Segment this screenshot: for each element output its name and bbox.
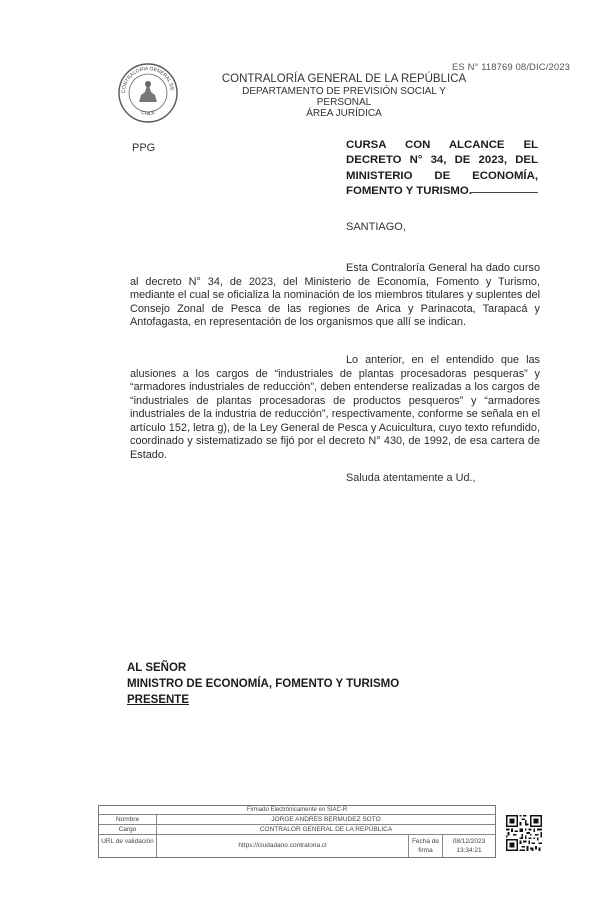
qr-code-icon — [506, 815, 542, 851]
body-paragraph-1: Esta Contraloría General ha dado curso al decreto N° 34, de 2023, del Ministerio de Economía, Fomento y Turismo, mediante el cual se oficializa la nominación de los miembros titulares y suplentes del Consejo Zonal de Pesca de las regiones de Arica y Parinacota, Tarapacá y Antofagasta, en representación de los organismos que allí se indican. — [130, 262, 540, 329]
seal-ring-text: CONTRALORIA GENERAL DE — [120, 65, 175, 94]
letterhead — [214, 73, 474, 119]
subject-underline — [470, 192, 538, 193]
body-paragraph-2: Lo anterior, en el entendido que las alusiones a los cargos de “industriales de plantas procesadoras pesqueras” y “armadores industriales de reducción”, deben entenderse realizadas a los cargos de “industriales de plantas procesadoras de productos pesqueros” y “armadores industriales de la industria de reducción”, respectivamente, conforme se señala en el artículo 152, letra g), de la Ley General de Pesca y Acuicultura, cuyo texto refundido, coordinado y sistematizado se fijó por el decreto N° 430, de 1992, de esa cartera de Estado. — [130, 354, 540, 461]
signature-date-label: Fecha de firma — [409, 835, 443, 857]
validation-url-link[interactable]: https://ciudadano.contraloria.cl — [157, 835, 409, 857]
subject-heading: CURSA CON ALCANCE EL DECRETO N° 34, DE 2023, DEL MINISTERIO DE ECONOMÍA, FOMENTO Y TURISMO. — [346, 139, 538, 198]
department-name: DEPARTAMENTO DE PREVISIÓN SOCIAL Y PERSONAL — [242, 85, 446, 109]
seal-bottom-text: CHILE — [140, 109, 156, 118]
electronic-signature-box — [98, 805, 496, 858]
signature-date-value: 08/12/2023 13:34:21 — [452, 838, 486, 854]
recipient-line-2: MINISTRO DE ECONOMÍA, FOMENTO Y TURISMO — [127, 678, 400, 691]
signature-title: Firmado Electrónicamente en SIAC-R — [99, 806, 495, 815]
closing-salutation: Saluda atentamente a Ud., — [346, 472, 476, 484]
signature-row-name — [99, 815, 495, 825]
validation-url-label: URL de validación — [99, 835, 157, 857]
reference-number: ES N° 118769 08/DIC/2023 — [452, 62, 570, 73]
signature-row-validation — [99, 835, 495, 857]
signature-label: Cargo — [99, 825, 157, 834]
contraloria-seal-icon — [117, 62, 179, 124]
place-line: SANTIAGO, — [346, 221, 406, 233]
area-name: ÁREA JURÍDICA — [306, 108, 382, 120]
recipient-line-1: AL SEÑOR — [127, 662, 187, 674]
signature-label: Nombre — [99, 815, 157, 824]
signature-row-position — [99, 825, 495, 835]
signature-value: JORGE ANDRES BERMUDEZ SOTO — [271, 816, 381, 823]
org-name: CONTRALORÍA GENERAL DE LA REPÚBLICA — [221, 73, 467, 85]
recipient-line-3: PRESENTE — [127, 694, 189, 707]
recipient-block — [127, 660, 399, 708]
signature-value: CONTRALOR GENERAL DE LA REPÚBLICA — [259, 826, 393, 833]
author-initials: PPG — [132, 142, 156, 154]
